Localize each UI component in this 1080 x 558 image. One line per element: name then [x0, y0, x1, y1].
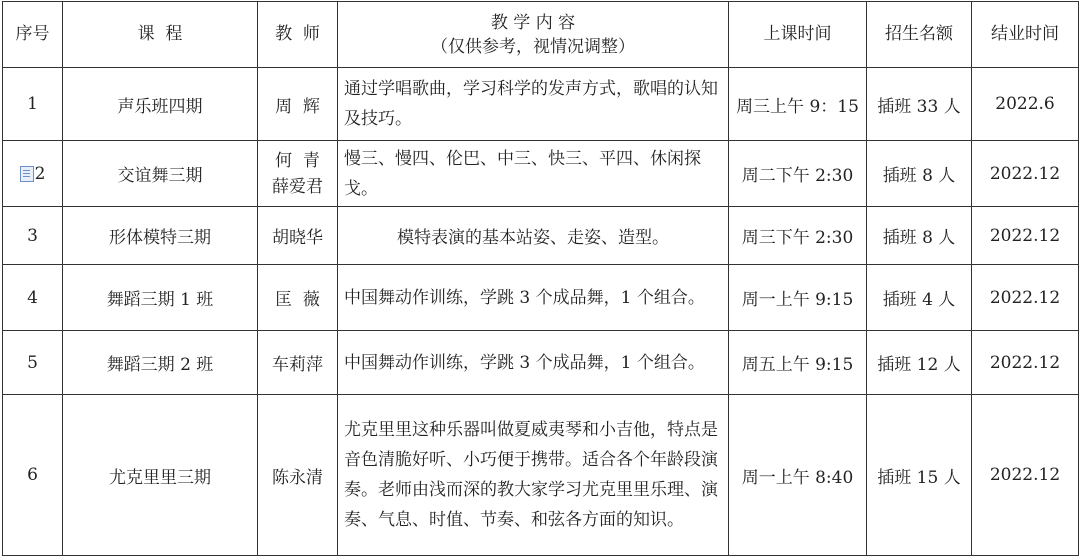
cell-end: 2022.12	[972, 265, 1079, 331]
cell-teacher: 匡 薇	[258, 265, 338, 331]
cell-end: 2022.12	[972, 141, 1079, 207]
cell-content: 中国舞动作训练，学跳 3 个成品舞，1 个组合。	[338, 265, 729, 331]
document-icon[interactable]	[20, 166, 34, 182]
cell-content: 尤克里里这种乐器叫做夏威夷琴和小吉他，特点是音色清脆好听、小巧便于携带。适合各个年龄段演奏。老师由浅而深的教大家学习尤克里里乐理、演奏、气息、时值、节奏、和弦各方面的知识。	[338, 395, 729, 556]
course-schedule-table	[2, 1, 1079, 556]
cell-time: 周三下午 2:30	[729, 207, 867, 265]
cell-quota: 插班 8 人	[867, 207, 972, 265]
cell-course: 舞蹈三期 2 班	[63, 331, 258, 395]
header-content-note: （仅供参考，视情况调整）	[431, 36, 635, 57]
cell-seq	[3, 141, 63, 207]
header-quota: 招生名额	[867, 2, 972, 68]
cell-teacher: 车莉萍	[258, 331, 338, 395]
cell-end: 2022.6	[972, 68, 1079, 141]
table-row	[3, 395, 1079, 556]
cell-end: 2022.12	[972, 331, 1079, 395]
cell-quota: 插班 4 人	[867, 265, 972, 331]
cell-time: 周一上午 9:15	[729, 265, 867, 331]
cell-quota: 插班 8 人	[867, 141, 972, 207]
cell-seq: 3	[3, 207, 63, 265]
cell-course: 声乐班四期	[63, 68, 258, 141]
cell-end: 2022.12	[972, 395, 1079, 556]
cell-end: 2022.12	[972, 207, 1079, 265]
cell-seq-value: 2	[34, 163, 46, 184]
cell-course: 交谊舞三期	[63, 141, 258, 207]
cell-teacher	[258, 141, 338, 207]
cell-time: 周五上午 9:15	[729, 331, 867, 395]
cell-quota: 插班 12 人	[867, 331, 972, 395]
header-course: 课 程	[63, 2, 258, 68]
header-teacher: 教 师	[258, 2, 338, 68]
header-time: 上课时间	[729, 2, 867, 68]
cell-teacher: 胡晓华	[258, 207, 338, 265]
header-seq: 序号	[3, 2, 63, 68]
header-content	[338, 2, 729, 68]
cell-course: 舞蹈三期 1 班	[63, 265, 258, 331]
cell-teacher: 周 辉	[258, 68, 338, 141]
header-end: 结业时间	[972, 2, 1079, 68]
cell-content: 中国舞动作训练，学跳 3 个成品舞，1 个组合。	[338, 331, 729, 395]
cell-seq: 4	[3, 265, 63, 331]
cell-seq: 6	[3, 395, 63, 556]
cell-course: 形体模特三期	[63, 207, 258, 265]
cell-quota: 插班 33 人	[867, 68, 972, 141]
cell-teacher: 陈永清	[258, 395, 338, 556]
table-row	[3, 68, 1079, 141]
cell-content: 慢三、慢四、伦巴、中三、快三、平四、休闲探戈。	[338, 141, 729, 207]
header-row	[3, 2, 1079, 68]
cell-content: 通过学唱歌曲，学习科学的发声方式，歌唱的认知及技巧。	[338, 68, 729, 141]
cell-time: 周一上午 8:40	[729, 395, 867, 556]
teacher-line-2: 薛爱君	[272, 176, 323, 197]
cell-seq: 1	[3, 68, 63, 141]
cell-quota: 插班 15 人	[867, 395, 972, 556]
cell-course: 尤克里里三期	[63, 395, 258, 556]
table-row	[3, 265, 1079, 331]
teacher-line-1: 何 青	[275, 150, 320, 171]
cell-time: 周三上午 9：15	[729, 68, 867, 141]
table-row	[3, 141, 1079, 207]
table-row	[3, 207, 1079, 265]
cell-seq: 5	[3, 331, 63, 395]
cell-content: 模特表演的基本站姿、走姿、造型。	[338, 207, 729, 265]
table-row	[3, 331, 1079, 395]
cell-time: 周二下午 2:30	[729, 141, 867, 207]
header-content-title: 教 学 内 容	[490, 12, 576, 33]
